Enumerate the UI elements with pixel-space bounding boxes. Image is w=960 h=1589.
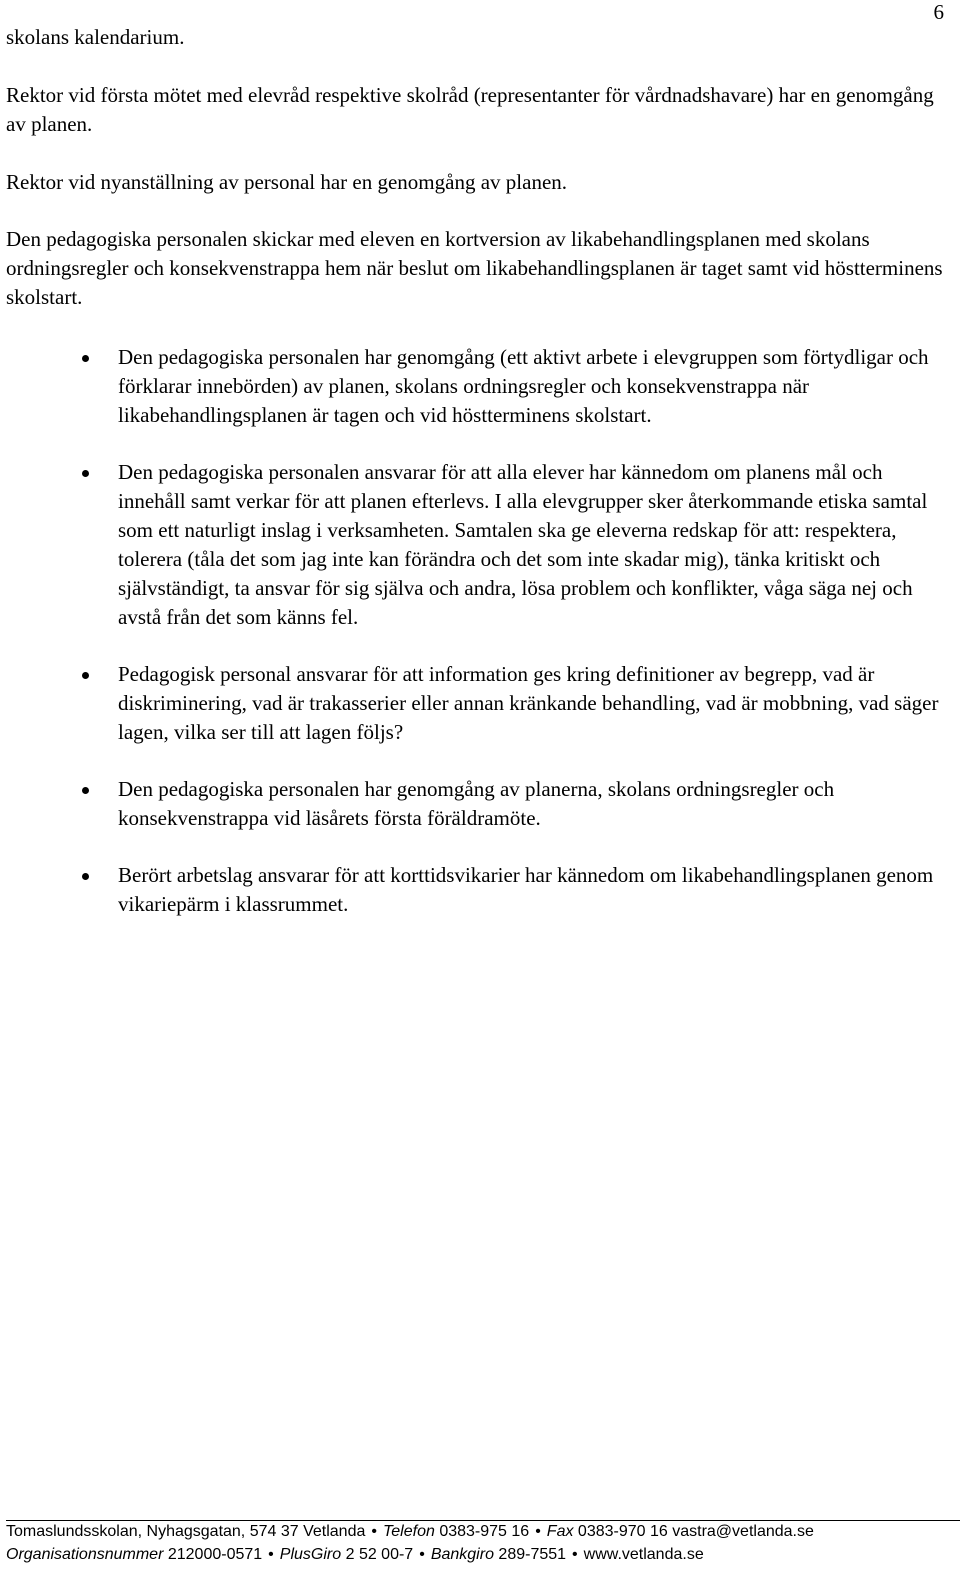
list-item — [0, 458, 948, 632]
footer-divider — [6, 1520, 960, 1521]
bullet-icon — [82, 470, 89, 477]
footer-separator: • — [572, 1546, 578, 1563]
footer-plusgiro-label: PlusGiro — [279, 1546, 342, 1563]
bullet-icon — [82, 355, 89, 362]
footer-phone: 0383-975 16 — [439, 1523, 530, 1540]
list-item-text: Den pedagogiska personalen har genomgång av planerna, skolans ordningsregler och konsekvenstrappa vid läsårets första föräldramöte. — [118, 777, 835, 830]
list-item — [0, 861, 948, 919]
footer-website: www.vetlanda.se — [583, 1546, 704, 1563]
responsibility-list — [0, 343, 960, 919]
list-item — [0, 660, 948, 747]
list-item-text: Pedagogisk personal ansvarar för att information ges kring definitioner av begrepp, vad är diskriminering, vad är trakasserier eller annan kränkande behandling, vad är mobbning, vad säger lagen, vilka ser till att lagen följs? — [118, 662, 939, 744]
footer-line-1 — [6, 1522, 960, 1542]
list-item — [0, 343, 948, 430]
bullet-icon — [82, 787, 89, 794]
footer-address: Tomaslundsskolan, Nyhagsgatan, 574 37 Vetlanda — [6, 1523, 366, 1540]
footer-org-number: 212000-0571 — [167, 1546, 263, 1563]
list-item-text: Den pedagogiska personalen har genomgång (ett aktivt arbete i elevgruppen som förtydligar och förklarar innebörden) av planen, skolans ordningsregler och konsekvenstrappa när likabehandlingsplanen är tagen och vid höstterminens skolstart. — [118, 345, 929, 427]
list-item-text: Berört arbetslag ansvarar för att korttidsvikarier har kännedom om likabehandlingsplanen genom vikariepärm i klassrummet. — [118, 863, 934, 916]
footer-phone-label: Telefon — [382, 1523, 435, 1540]
footer-line-2 — [6, 1545, 960, 1565]
list-item-text: Den pedagogiska personalen ansvarar för att alla elever har kännedom om planens mål och innehåll samt verkar för att planen efterlevs. I alla elevgrupper sker återkommande etiska samtal som ett naturligt inslag i verksamheten. Samtalen ska ge eleverna redskap för att: respektera, tolerera (tåla det som jag inte kan förändra och det som inte skadar mig), tänka kritiskt och självständigt, ta ansvar för sig själva och andra, lösa problem och konflikter, våga säga nej och avstå från det som känns fel. — [118, 460, 928, 629]
footer-fax-label: Fax — [546, 1523, 574, 1540]
footer-bankgiro-label: Bankgiro — [430, 1546, 494, 1563]
footer-separator: • — [268, 1546, 274, 1563]
footer-org-label: Organisationsnummer — [6, 1546, 164, 1563]
footer-fax-email: 0383-970 16 vastra@vetlanda.se — [577, 1523, 814, 1540]
paragraph-calendar: skolans kalendarium. — [6, 25, 185, 49]
list-item — [0, 775, 948, 833]
bullet-icon — [82, 873, 89, 880]
footer-separator: • — [419, 1546, 425, 1563]
footer-plusgiro: 2 52 00-7 — [345, 1546, 414, 1563]
paragraph-short-version: Den pedagogiska personalen skickar med eleven en kortversion av likabehandlingsplanen med skolans ordningsregler och konsekvenstrappa hem när beslut om likabehandlingsplanen är taget samt vid höstterminens skolstart. — [6, 227, 943, 309]
page-number: 6 — [933, 0, 944, 24]
footer-bankgiro: 289-7551 — [498, 1546, 567, 1563]
paragraph-principal-council: Rektor vid första mötet med elevråd respektive skolråd (representanter för vårdnadshavare) har en genomgång av planen. — [6, 83, 934, 136]
footer-separator: • — [371, 1523, 377, 1540]
bullet-icon — [82, 672, 89, 679]
footer-separator: • — [535, 1523, 541, 1540]
paragraph-principal-new-staff: Rektor vid nyanställning av personal har en genomgång av planen. — [6, 170, 568, 194]
